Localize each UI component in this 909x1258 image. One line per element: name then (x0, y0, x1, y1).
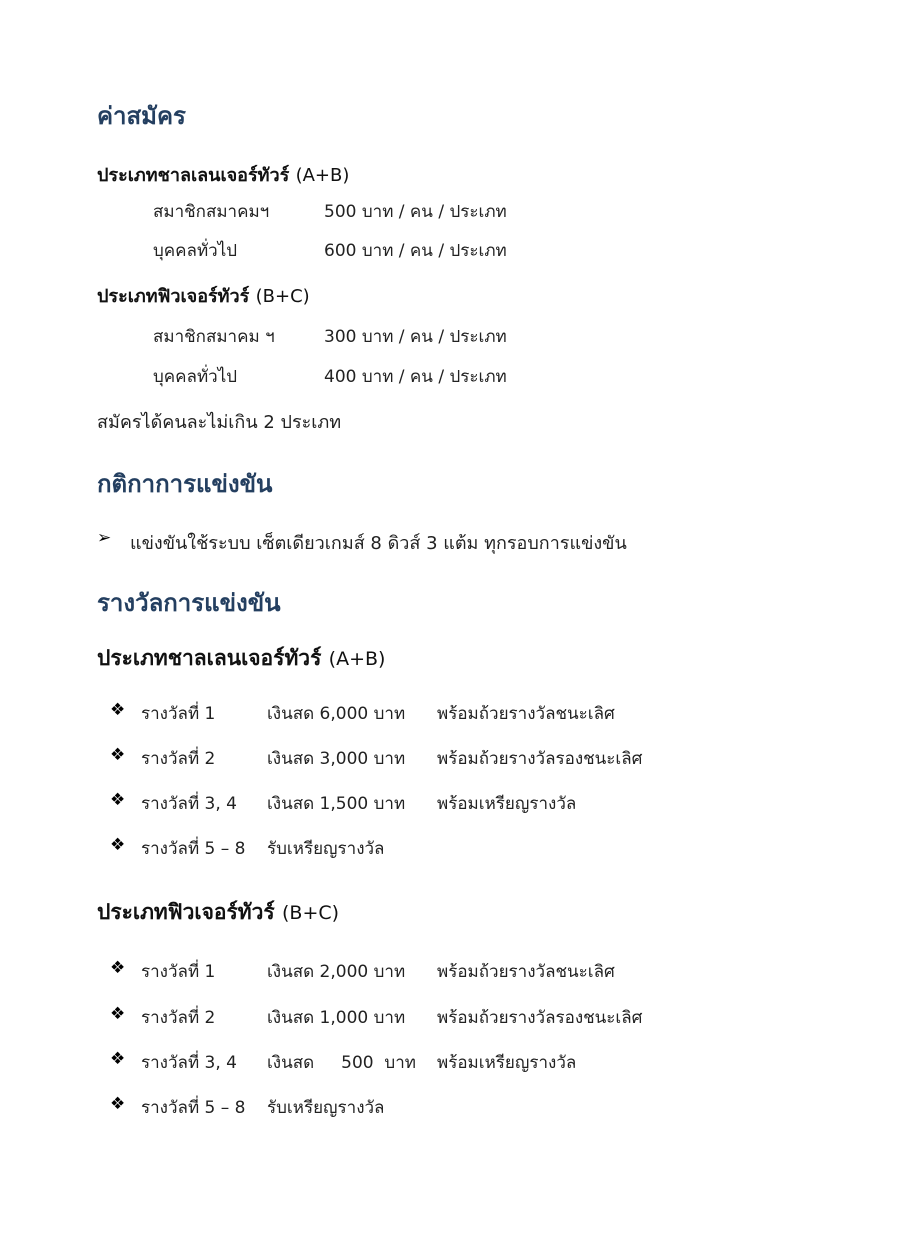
prizes-challenger-heading (97, 642, 385, 675)
prizes-title: รางวัลการแข่งขัน (97, 589, 281, 617)
diamond-bullet-icon: ❖ (110, 1094, 126, 1114)
fees-future-heading (97, 281, 310, 310)
prize-extra: พร้อมเหรียญรางวัล (437, 1053, 577, 1073)
fee-row-price: 600 บาท / คน / ประเภท (324, 241, 507, 261)
fee-row-price: 400 บาท / คน / ประเภท (324, 367, 507, 387)
rules-title: กติกาการแข่งขัน (97, 470, 273, 498)
prize-place: รางวัลที่ 3, 4 (141, 794, 237, 814)
prize-place: รางวัลที่ 1 (141, 704, 216, 724)
fees-challenger-code: (A+B) (295, 165, 350, 186)
prize-cash: เงินสด 500 บาท (267, 1053, 416, 1073)
prize-place: รางวัลที่ 1 (141, 962, 216, 982)
diamond-bullet-icon: ❖ (110, 1004, 126, 1024)
fee-row-label: บุคคลทั่วไป (153, 367, 238, 387)
prize-cash: เงินสด 2,000 บาท (267, 962, 406, 982)
fees-title: ค่าสมัคร (97, 102, 186, 130)
prizes-challenger-heading-text: ประเภทชาลเลนเจอร์ทัวร์ (97, 646, 322, 670)
prize-cash: เงินสด 6,000 บาท (267, 704, 406, 724)
fees-challenger-heading-text: ประเภทชาลเลนเจอร์ทัวร์ (97, 165, 290, 186)
diamond-bullet-icon: ❖ (110, 790, 126, 810)
fee-row-label: สมาชิกสมาคม ฯ (153, 327, 275, 347)
diamond-bullet-icon: ❖ (110, 1049, 126, 1069)
prize-extra: พร้อมถ้วยรางวัลรองชนะเลิศ (437, 1008, 643, 1028)
prize-place: รางวัลที่ 2 (141, 1008, 216, 1028)
fee-row-label: สมาชิกสมาคมฯ (153, 202, 270, 222)
diamond-bullet-icon: ❖ (110, 745, 126, 765)
arrow-bullet-icon: ➢ (97, 528, 112, 548)
prize-cash: เงินสด 1,000 บาท (267, 1008, 406, 1028)
prize-extra: พร้อมถ้วยรางวัลรองชนะเลิศ (437, 749, 643, 769)
prize-place: รางวัลที่ 2 (141, 749, 216, 769)
prize-extra: พร้อมเหรียญรางวัล (437, 794, 577, 814)
diamond-bullet-icon: ❖ (110, 835, 126, 855)
fees-challenger-heading (97, 160, 349, 189)
fee-row-label: บุคคลทั่วไป (153, 241, 238, 261)
prize-place: รางวัลที่ 5 – 8 (141, 1098, 246, 1118)
prize-cash: รับเหรียญรางวัล (267, 839, 385, 859)
prize-cash: เงินสด 1,500 บาท (267, 794, 406, 814)
fees-note: สมัครได้คนละไม่เกิน 2 ประเภท (97, 412, 342, 433)
prizes-future-heading-text: ประเภทฟิวเจอร์ทัวร์ (97, 900, 275, 924)
diamond-bullet-icon: ❖ (110, 700, 126, 720)
rules-item-text: แข่งขันใช้ระบบ เซ็ตเดียวเกมส์ 8 ดิวส์ 3 แต้ม ทุกรอบการแข่งขัน (130, 533, 627, 554)
fee-row-price: 300 บาท / คน / ประเภท (324, 327, 507, 347)
prizes-challenger-code: (A+B) (328, 648, 386, 670)
prize-cash: เงินสด 3,000 บาท (267, 749, 406, 769)
prizes-future-heading (97, 896, 339, 929)
prize-cash: รับเหรียญรางวัล (267, 1098, 385, 1118)
prize-place: รางวัลที่ 3, 4 (141, 1053, 237, 1073)
prize-extra: พร้อมถ้วยรางวัลชนะเลิศ (437, 962, 615, 982)
prizes-future-code: (B+C) (282, 902, 340, 924)
prize-extra: พร้อมถ้วยรางวัลชนะเลิศ (437, 704, 615, 724)
fees-future-heading-text: ประเภทฟิวเจอร์ทัวร์ (97, 286, 250, 307)
prize-place: รางวัลที่ 5 – 8 (141, 839, 246, 859)
fee-row-price: 500 บาท / คน / ประเภท (324, 202, 507, 222)
fees-future-code: (B+C) (255, 286, 310, 307)
diamond-bullet-icon: ❖ (110, 958, 126, 978)
